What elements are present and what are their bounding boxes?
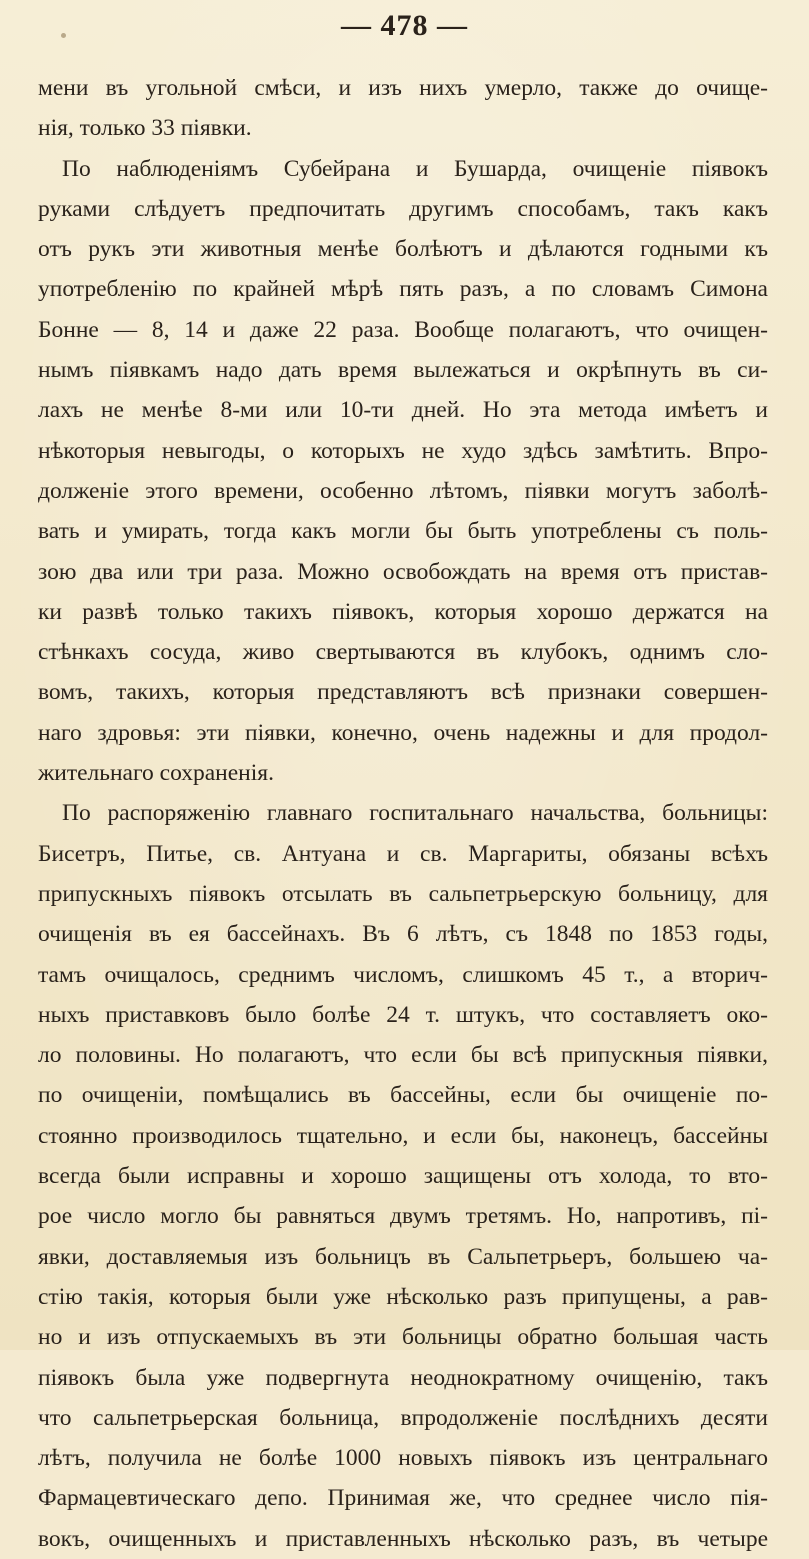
text-line: припускныхъ піявокъ отсылать въ сальпетрьерскую больницу, для [38,880,768,907]
text-line: Бисетръ, Питье, св. Антуана и св. Маргариты, обязаны всѣхъ [38,840,768,867]
text-line: ки развѣ только такихъ піявокъ, которыя хорошо держатся на [38,598,768,625]
text-line: вомъ, такихъ, которыя представляютъ всѣ признаки совершен- [38,679,768,706]
text-line: зою два или три раза. Можно освобождать на время отъ пристав- [38,558,768,585]
text-line: что сальпетрьерская больница, впродолженіе послѣднихъ десяти [38,1404,768,1431]
text-line: стѣнкахъ сосуда, живо свертываются въ клубокъ, однимъ сло- [38,639,768,666]
text-line: руками слѣдуетъ предпочитать другимъ способамъ, такъ какъ [38,195,768,222]
text-line: явки, доставляемыя изъ больницъ въ Сальпетрьеръ, большею ча- [38,1243,768,1270]
text-line: ныхъ приставковъ было болѣе 24 т. штукъ, что составляетъ око- [38,1001,768,1028]
text-line: стію такія, которыя были уже нѣсколько разъ припущены, а рав- [38,1283,768,1310]
text-line: жительнаго сохраненія. [38,760,274,787]
text-line: По распоряженію главнаго госпитальнаго начальства, больницы: [62,800,768,827]
text-line: тамъ очищалось, среднимъ числомъ, слишкомъ 45 т., а вторич- [38,961,768,988]
page-number: — 478 — [341,9,468,42]
text-line: нѣкоторыя невыгоды, о которыхъ не худо здѣсь замѣтить. Впро- [38,437,768,464]
text-line: нымъ піявкамъ надо дать время вылежаться и окрѣпнуть въ си- [38,357,768,384]
text-body [38,68,768,1559]
text-line: лѣтъ, получила не болѣе 1000 новыхъ піявокъ изъ центральнаго [38,1445,768,1472]
text-line: наго здровья: эти піявки, конечно, очень надежны и для продол- [38,719,768,746]
text-line: но и изъ отпускаемыхъ въ эти больницы обратно большая часть [38,1324,768,1351]
text-line: ло половины. Но полагаютъ, что если бы всѣ припускныя піявки, [38,1042,768,1069]
text-line: вокъ, очищенныхъ и приставленныхъ нѣсколько разъ, въ четыре [38,1525,768,1552]
text-line: по очищеніи, помѣщались въ бассейны, если бы очищеніе по- [38,1082,768,1109]
text-line: лахъ не менѣе 8-ми или 10-ти дней. Но эта метода имѣетъ и [38,397,768,424]
text-line: Бонне — 8, 14 и даже 22 раза. Вообще полагаютъ, что очищен- [38,316,768,343]
text-line: мени въ угольной смѣси, и изъ нихъ умерло, также до очище- [38,75,768,101]
text-line: По наблюденіямъ Субейрана и Бушарда, очищеніе піявокъ [62,155,768,182]
text-line: очищенія въ ея бассейнахъ. Въ 6 лѣтъ, съ 1848 по 1853 годы, [38,921,768,948]
text-line: отъ рукъ эти животныя менѣе болѣютъ и дѣлаются годными къ [38,236,768,263]
text-line: стоянно производилось тщательно, и если бы, наконецъ, бассейны [38,1122,768,1149]
text-line: піявокъ была уже подвергнута неоднократному очищенію, такъ [38,1364,768,1391]
text-line: долженіе этого времени, особенно лѣтомъ, піявки могутъ заболѣ- [38,477,768,504]
text-line: нія, только 33 піявки. [38,115,252,142]
text-line: всегда были исправны и хорошо защищены отъ холода, то вто- [38,1163,768,1190]
text-line: Фармацевтическаго депо. Принимая же, что среднее число пія- [38,1485,768,1512]
text-line: употребленію по крайней мѣрѣ пять разъ, а по словамъ Симона [38,276,768,303]
text-line: рое число могло бы равняться двумъ третямъ. Но, напротивъ, пі- [38,1203,768,1230]
text-line: вать и умирать, тогда какъ могли бы быть употреблены съ поль- [38,518,768,545]
